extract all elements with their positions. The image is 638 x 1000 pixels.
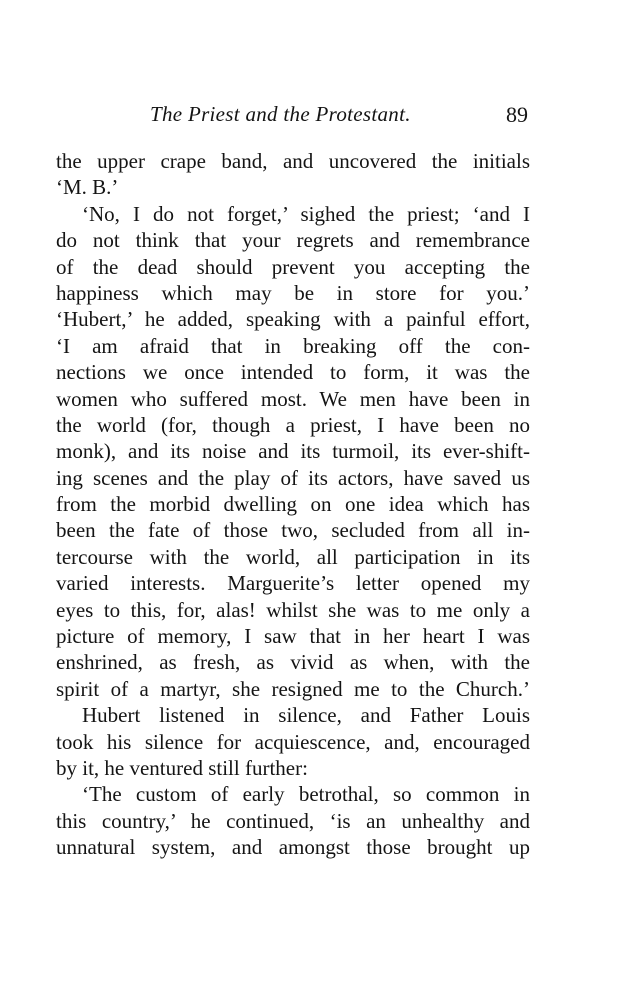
text-line: ‘No, I do not forget,’ sighed the priest; ‘and I (82, 201, 530, 226)
text-line: the world (for, though a priest, I have been no (56, 412, 530, 437)
text-line: by it, he ventured still further: (56, 755, 308, 780)
text-line: ‘I am afraid that in breaking off the con- (56, 333, 530, 358)
text-line: ‘Hubert,’ he added, speaking with a painful effort, (56, 307, 530, 332)
text-line: this country,’ he continued, ‘is an unhealthy and (56, 808, 530, 833)
text-line: of the dead should prevent you accepting the (56, 254, 530, 279)
text-line: took his silence for acquiescence, and, encouraged (56, 729, 530, 754)
text-line: do not think that your regrets and remembrance (56, 228, 530, 253)
text-line: ‘M. B.’ (56, 175, 119, 200)
text-line: ‘The custom of early betrothal, so common in (82, 782, 530, 807)
text-line: unnatural system, and amongst those brought up (56, 835, 530, 860)
text-line: Hubert listened in silence, and Father Louis (82, 703, 530, 728)
text-line: spirit of a martyr, she resigned me to the Church.’ (56, 676, 530, 701)
text-line: ing scenes and the play of its actors, have saved us (56, 465, 530, 490)
text-line: nections we once intended to form, it was the (56, 360, 530, 385)
text-line: enshrined, as fresh, as vivid as when, with the (56, 650, 530, 675)
text-line: women who suffered most. We men have been in (56, 386, 530, 411)
text-line: eyes to this, for, alas! whilst she was to me only a (56, 597, 530, 622)
page-number: 89 (506, 102, 528, 127)
text-line: varied interests. Marguerite’s letter opened my (56, 571, 530, 596)
text-line: happiness which may be in store for you.’ (56, 280, 530, 305)
running-title: The Priest and the Protestant. (150, 102, 411, 126)
text-line: been the fate of those two, secluded from all in- (56, 518, 530, 543)
text-line: the upper crape band, and uncovered the initials (56, 149, 530, 173)
body-text (56, 148, 530, 861)
text-line: from the morbid dwelling on one idea which has (56, 492, 530, 517)
text-line: picture of memory, I saw that in her heart I was (56, 624, 530, 649)
page-header (58, 102, 528, 132)
text-line: monk), and its noise and its turmoil, its ever-shift- (56, 439, 530, 464)
text-line: tercourse with the world, all participation in its (56, 544, 530, 569)
